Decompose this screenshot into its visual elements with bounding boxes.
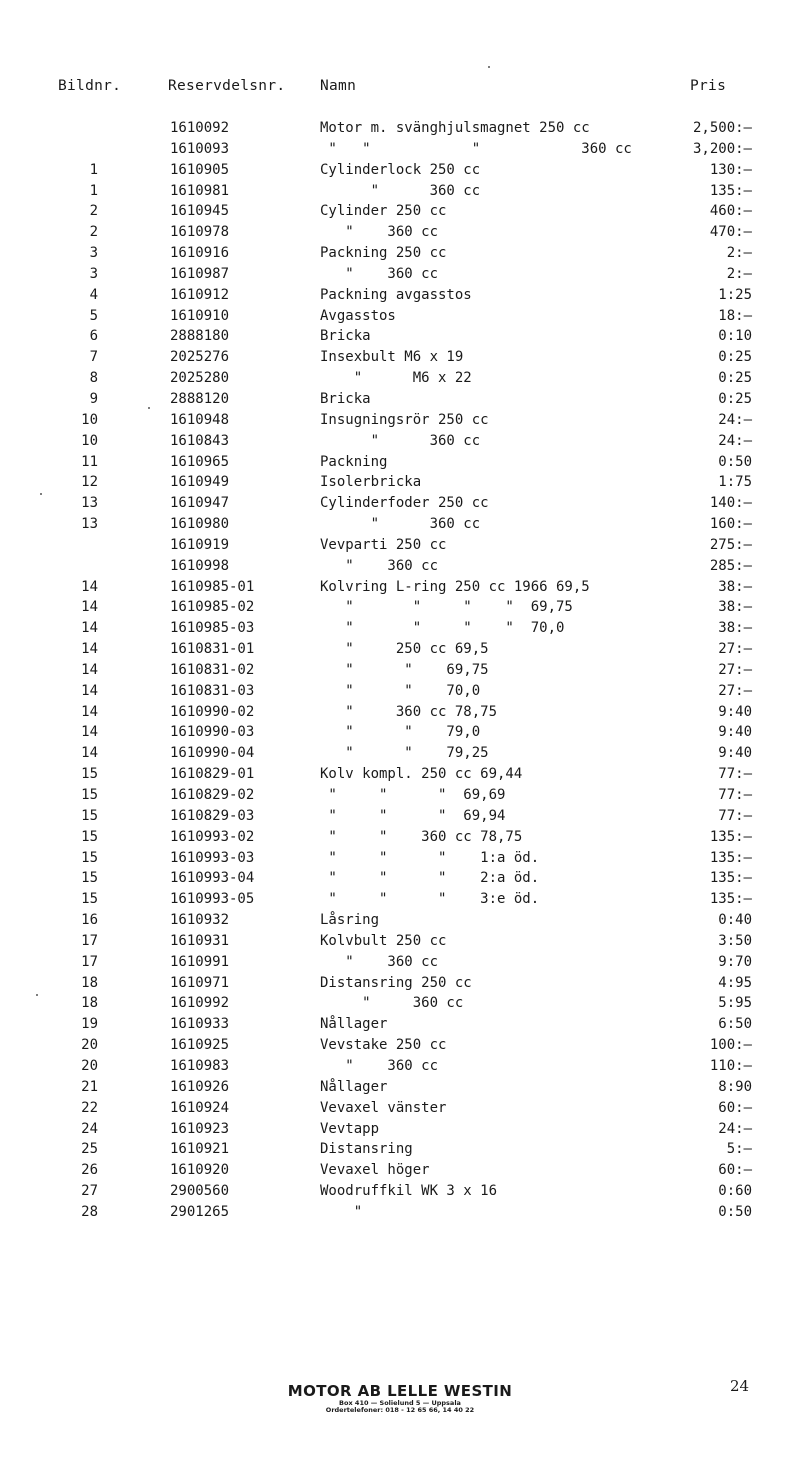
row-reservdelsnr: 1610831-02: [170, 661, 255, 678]
table-row: [0, 660, 800, 681]
row-bildnr: 15: [81, 828, 98, 845]
row-bildnr: 25: [81, 1141, 98, 1158]
row-pris: 1:25: [718, 286, 752, 303]
row-bildnr: 14: [81, 578, 98, 595]
row-pris: 27:—: [718, 641, 752, 658]
row-bildnr: 14: [81, 599, 98, 616]
row-pris: 9:40: [718, 724, 752, 741]
table-row: [0, 722, 800, 743]
table-row: [0, 1119, 800, 1140]
row-namn: Woodruffkil WK 3 x 16: [320, 1183, 498, 1200]
row-namn: Isolerbricka: [320, 474, 422, 491]
row-bildnr: 1: [89, 161, 98, 178]
row-namn: " 360 cc: [320, 182, 481, 199]
table-row: [0, 702, 800, 723]
row-reservdelsnr: 1610926: [170, 1078, 230, 1095]
row-bildnr: 3: [89, 245, 98, 262]
table-row: [0, 868, 800, 889]
row-pris: 3,200:—: [692, 140, 752, 157]
row-bildnr: 27: [81, 1183, 98, 1200]
row-reservdelsnr: 1610923: [170, 1120, 230, 1137]
row-namn: Cylinderfoder 250 cc: [320, 495, 489, 512]
row-pris: 38:—: [718, 620, 752, 637]
table-row: [0, 806, 800, 827]
row-reservdelsnr: 1610993-04: [170, 870, 255, 887]
row-reservdelsnr: 1610945: [170, 203, 230, 220]
row-reservdelsnr: 1610093: [170, 140, 230, 157]
row-reservdelsnr: 1610949: [170, 474, 230, 491]
row-namn: Insexbult M6 x 19: [320, 349, 464, 366]
row-reservdelsnr: 1610948: [170, 411, 230, 428]
row-pris: 24:—: [718, 411, 752, 428]
row-reservdelsnr: 2025276: [170, 349, 230, 366]
row-bildnr: 14: [81, 661, 98, 678]
table-row: [0, 306, 800, 327]
row-reservdelsnr: 1610987: [170, 265, 230, 282]
row-pris: 0:10: [718, 328, 752, 345]
row-pris: 100:—: [709, 1037, 752, 1054]
row-pris: 0:40: [718, 912, 752, 929]
row-namn: Cylinder 250 cc: [320, 203, 447, 220]
row-namn: " " 360 cc 78,75: [320, 828, 523, 845]
row-namn: Vevaxel höger: [320, 1162, 430, 1179]
row-reservdelsnr: 1610978: [170, 224, 230, 241]
row-reservdelsnr: 1610829-03: [170, 807, 255, 824]
row-reservdelsnr: 1610831-01: [170, 641, 255, 658]
table-row: [0, 910, 800, 931]
table-row: [0, 889, 800, 910]
row-namn: " 360 cc: [320, 224, 439, 241]
table-row: [0, 118, 800, 139]
row-reservdelsnr: 1610092: [170, 120, 230, 136]
row-pris: 2,500:—: [692, 120, 752, 136]
row-bildnr: 17: [81, 953, 98, 970]
row-pris: 77:—: [718, 787, 752, 803]
row-pris: 60:—: [718, 1162, 752, 1179]
row-bildnr: 2: [89, 224, 98, 241]
row-reservdelsnr: 1610925: [170, 1037, 230, 1054]
row-bildnr: 14: [81, 682, 98, 699]
row-bildnr: 11: [81, 453, 98, 470]
row-reservdelsnr: 2901265: [170, 1203, 230, 1220]
table-row: [0, 285, 800, 306]
row-reservdelsnr: 1610829-02: [170, 787, 255, 803]
table-row: [0, 973, 800, 994]
table-row: [0, 264, 800, 285]
row-reservdelsnr: 1610991: [170, 953, 230, 970]
header-bildnr: Bildnr.: [58, 78, 122, 94]
row-bildnr: 15: [81, 807, 98, 824]
row-bildnr: 14: [81, 724, 98, 741]
table-row: [0, 431, 800, 452]
row-reservdelsnr: 1610947: [170, 495, 230, 512]
footer: [0, 1382, 800, 1414]
row-pris: 6:50: [718, 1016, 752, 1033]
table-row: [0, 181, 800, 202]
row-pris: 9:40: [718, 703, 752, 720]
header-pris: Pris: [690, 78, 727, 94]
row-bildnr: 15: [81, 891, 98, 908]
row-bildnr: 7: [89, 349, 98, 366]
row-bildnr: 18: [81, 995, 98, 1012]
table-row: [0, 410, 800, 431]
table-row: [0, 577, 800, 598]
row-bildnr: 20: [81, 1057, 98, 1074]
row-pris: 0:60: [718, 1183, 752, 1200]
row-pris: 140:—: [709, 495, 752, 512]
row-bildnr: 19: [81, 1016, 98, 1033]
row-bildnr: 2: [89, 203, 98, 220]
row-pris: 0:50: [718, 453, 752, 470]
row-namn: " " " 2:a öd.: [320, 870, 540, 887]
row-namn: Distansring: [320, 1141, 413, 1158]
row-namn: " 360 cc: [320, 953, 439, 970]
table-row: [0, 952, 800, 973]
row-pris: 38:—: [718, 599, 752, 616]
row-reservdelsnr: 1610931: [170, 932, 230, 949]
row-bildnr: 15: [81, 766, 98, 783]
row-namn: " " 69,75: [320, 661, 489, 678]
row-bildnr: 4: [89, 286, 98, 303]
row-namn: " " " 69,94: [320, 807, 506, 824]
table-row: [0, 347, 800, 368]
table-row: [0, 743, 800, 764]
parts-table: [0, 118, 800, 1223]
row-bildnr: 9: [89, 390, 98, 407]
row-namn: Nållager: [320, 1016, 388, 1033]
table-row: [0, 452, 800, 473]
row-bildnr: 13: [81, 516, 98, 533]
row-reservdelsnr: 1610932: [170, 912, 230, 929]
row-bildnr: 1: [89, 182, 98, 199]
row-bildnr: 3: [89, 265, 98, 282]
row-pris: 77:—: [718, 766, 752, 783]
row-bildnr: 22: [81, 1099, 98, 1116]
row-pris: 24:—: [718, 1120, 752, 1137]
row-namn: " 360 cc: [320, 995, 464, 1012]
row-namn: " " 79,0: [320, 724, 481, 741]
table-row: [0, 785, 800, 806]
row-reservdelsnr: 1610990-02: [170, 703, 255, 720]
row-pris: 0:25: [718, 390, 752, 407]
table-row: [0, 1160, 800, 1181]
row-reservdelsnr: 1610971: [170, 974, 230, 991]
table-row: [0, 1035, 800, 1056]
row-namn: " " " " 70,0: [320, 620, 565, 637]
row-reservdelsnr: 1610933: [170, 1016, 230, 1033]
row-pris: 4:95: [718, 974, 752, 991]
row-pris: 2:—: [726, 245, 752, 262]
table-row: [0, 139, 800, 160]
row-pris: 470:—: [709, 224, 752, 241]
row-bildnr: 21: [81, 1078, 98, 1095]
row-bildnr: 10: [81, 411, 98, 428]
row-reservdelsnr: 1610993-02: [170, 828, 255, 845]
row-pris: 135:—: [709, 182, 752, 199]
row-pris: 135:—: [709, 849, 752, 866]
row-bildnr: 26: [81, 1162, 98, 1179]
row-reservdelsnr: 1610985-02: [170, 599, 255, 616]
row-pris: 135:—: [709, 870, 752, 887]
row-reservdelsnr: 1610998: [170, 557, 230, 574]
row-namn: Packning: [320, 453, 388, 470]
row-namn: " " 70,0: [320, 682, 481, 699]
row-namn: Bricka: [320, 390, 371, 407]
table-row: [0, 514, 800, 535]
table-row: [0, 1056, 800, 1077]
row-namn: Motor m. svänghjulsmagnet 250 cc: [320, 120, 590, 136]
table-row: [0, 681, 800, 702]
row-namn: Avgasstos: [320, 307, 396, 324]
row-bildnr: 24: [81, 1120, 98, 1137]
row-namn: Vevstake 250 cc: [320, 1037, 447, 1054]
table-row: [0, 618, 800, 639]
table-row: [0, 326, 800, 347]
row-bildnr: 20: [81, 1037, 98, 1054]
row-pris: 160:—: [709, 516, 752, 533]
row-bildnr: 13: [81, 495, 98, 512]
company-address: Box 410 — Solielund 5 — Uppsala: [339, 1399, 461, 1407]
row-pris: 2:—: [726, 265, 752, 282]
table-row: [0, 493, 800, 514]
row-reservdelsnr: 1610912: [170, 286, 230, 303]
row-namn: Cylinderlock 250 cc: [320, 161, 481, 178]
table-row: [0, 201, 800, 222]
row-pris: 27:—: [718, 661, 752, 678]
row-namn: Kolvring L-ring 250 cc 1966 69,5: [320, 578, 590, 595]
row-namn: " " 79,25: [320, 745, 489, 762]
row-reservdelsnr: 1610920: [170, 1162, 230, 1179]
table-row: [0, 1077, 800, 1098]
row-bildnr: 17: [81, 932, 98, 949]
row-namn: " 360 cc 78,75: [320, 703, 498, 720]
page-number: 24: [730, 1377, 750, 1395]
row-bildnr: 16: [81, 912, 98, 929]
row-pris: 60:—: [718, 1099, 752, 1116]
table-row: [0, 160, 800, 181]
row-namn: " 360 cc: [320, 432, 481, 449]
row-pris: 9:40: [718, 745, 752, 762]
row-reservdelsnr: 1610916: [170, 245, 230, 262]
table-row: [0, 764, 800, 785]
order-phones: Ordertelefoner: 018 - 12 65 66, 14 40 22: [325, 1406, 475, 1414]
row-namn: " M6 x 22: [320, 370, 472, 387]
row-namn: ": [320, 1203, 363, 1220]
row-namn: " 360 cc: [320, 1057, 439, 1074]
row-namn: Kolv kompl. 250 cc 69,44: [320, 766, 523, 783]
row-bildnr: 15: [81, 870, 98, 887]
row-bildnr: 14: [81, 620, 98, 637]
row-bildnr: 6: [89, 328, 98, 345]
row-bildnr: 8: [89, 370, 98, 387]
row-namn: Låsring: [320, 912, 380, 929]
table-row: [0, 368, 800, 389]
row-pris: 18:—: [718, 307, 752, 324]
table-row: [0, 472, 800, 493]
table-row: [0, 222, 800, 243]
row-bildnr: 10: [81, 432, 98, 449]
table-row: [0, 556, 800, 577]
row-reservdelsnr: 1610829-01: [170, 766, 255, 783]
row-namn: Nållager: [320, 1078, 388, 1095]
row-pris: 130:—: [709, 161, 752, 178]
row-bildnr: 14: [81, 703, 98, 720]
row-reservdelsnr: 2025280: [170, 370, 230, 387]
table-row: [0, 1181, 800, 1202]
row-pris: 0:25: [718, 349, 752, 366]
row-pris: 1:75: [718, 474, 752, 491]
row-namn: " " " 360 cc: [320, 140, 632, 157]
row-reservdelsnr: 1610843: [170, 432, 230, 449]
row-pris: 5:—: [726, 1141, 752, 1158]
row-pris: 110:—: [709, 1057, 752, 1074]
table-row: [0, 931, 800, 952]
table-row: [0, 1014, 800, 1035]
row-reservdelsnr: 1610990-04: [170, 745, 255, 762]
row-namn: Bricka: [320, 328, 371, 345]
row-namn: Distansring 250 cc: [320, 974, 472, 991]
row-namn: " 360 cc: [320, 265, 439, 282]
row-bildnr: 15: [81, 787, 98, 803]
row-reservdelsnr: 1610965: [170, 453, 230, 470]
row-bildnr: 12: [81, 474, 98, 491]
row-reservdelsnr: 1610990-03: [170, 724, 255, 741]
row-reservdelsnr: 1610905: [170, 161, 230, 178]
row-reservdelsnr: 1610980: [170, 516, 230, 533]
table-row: [0, 1098, 800, 1119]
header-reservdelsnr: Reservdelsnr.: [168, 78, 286, 94]
table-row: [0, 848, 800, 869]
row-reservdelsnr: 2888180: [170, 328, 230, 345]
row-bildnr: 28: [81, 1203, 98, 1220]
row-namn: Kolvbult 250 cc: [320, 932, 447, 949]
row-bildnr: 14: [81, 745, 98, 762]
row-pris: 0:25: [718, 370, 752, 387]
row-pris: 275:—: [709, 536, 752, 553]
table-row: [0, 535, 800, 556]
row-bildnr: 18: [81, 974, 98, 991]
row-namn: Packning 250 cc: [320, 245, 447, 262]
row-reservdelsnr: 1610981: [170, 182, 230, 199]
table-row: [0, 243, 800, 264]
row-pris: 8:90: [718, 1078, 752, 1095]
row-reservdelsnr: 1610910: [170, 307, 230, 324]
row-reservdelsnr: 2888120: [170, 390, 230, 407]
table-row: [0, 597, 800, 618]
scan-speck: [488, 66, 490, 68]
row-reservdelsnr: 1610985-01: [170, 578, 255, 595]
row-pris: 460:—: [709, 203, 752, 220]
table-row: [0, 1202, 800, 1223]
row-namn: Vevtapp: [320, 1120, 380, 1137]
row-namn: " " " " 69,75: [320, 599, 573, 616]
row-reservdelsnr: 1610983: [170, 1057, 230, 1074]
row-bildnr: 14: [81, 641, 98, 658]
row-namn: " 250 cc 69,5: [320, 641, 489, 658]
header-namn: Namn: [320, 78, 357, 94]
row-namn: " 360 cc: [320, 516, 481, 533]
row-namn: Vevparti 250 cc: [320, 536, 447, 553]
row-namn: " " " 1:a öd.: [320, 849, 540, 866]
row-pris: 285:—: [709, 557, 752, 574]
table-row: [0, 389, 800, 410]
row-namn: Insugningsrör 250 cc: [320, 411, 489, 428]
row-bildnr: 5: [89, 307, 98, 324]
row-pris: 27:—: [718, 682, 752, 699]
table-row: [0, 639, 800, 660]
row-reservdelsnr: 2900560: [170, 1183, 230, 1200]
row-namn: " 360 cc: [320, 557, 439, 574]
row-namn: Vevaxel vänster: [320, 1099, 447, 1116]
table-row: [0, 993, 800, 1014]
row-namn: " " " 69,69: [320, 787, 506, 803]
table-row: [0, 827, 800, 848]
row-pris: 77:—: [718, 807, 752, 824]
row-namn: " " " 3:e öd.: [320, 891, 540, 908]
row-pris: 0:50: [718, 1203, 752, 1220]
table-row: [0, 1139, 800, 1160]
row-reservdelsnr: 1610985-03: [170, 620, 255, 637]
row-reservdelsnr: 1610924: [170, 1099, 230, 1116]
company-name: MOTOR AB LELLE WESTIN: [287, 1382, 513, 1400]
row-namn: Packning avgasstos: [320, 286, 472, 303]
row-reservdelsnr: 1610921: [170, 1141, 230, 1158]
row-pris: 9:70: [718, 953, 752, 970]
row-bildnr: 15: [81, 849, 98, 866]
row-pris: 5:95: [718, 995, 752, 1012]
row-pris: 135:—: [709, 891, 752, 908]
row-reservdelsnr: 1610992: [170, 995, 230, 1012]
row-reservdelsnr: 1610831-03: [170, 682, 255, 699]
row-reservdelsnr: 1610993-05: [170, 891, 255, 908]
row-reservdelsnr: 1610919: [170, 536, 230, 553]
row-pris: 3:50: [718, 932, 752, 949]
row-reservdelsnr: 1610993-03: [170, 849, 255, 866]
row-pris: 24:—: [718, 432, 752, 449]
row-pris: 38:—: [718, 578, 752, 595]
row-pris: 135:—: [709, 828, 752, 845]
